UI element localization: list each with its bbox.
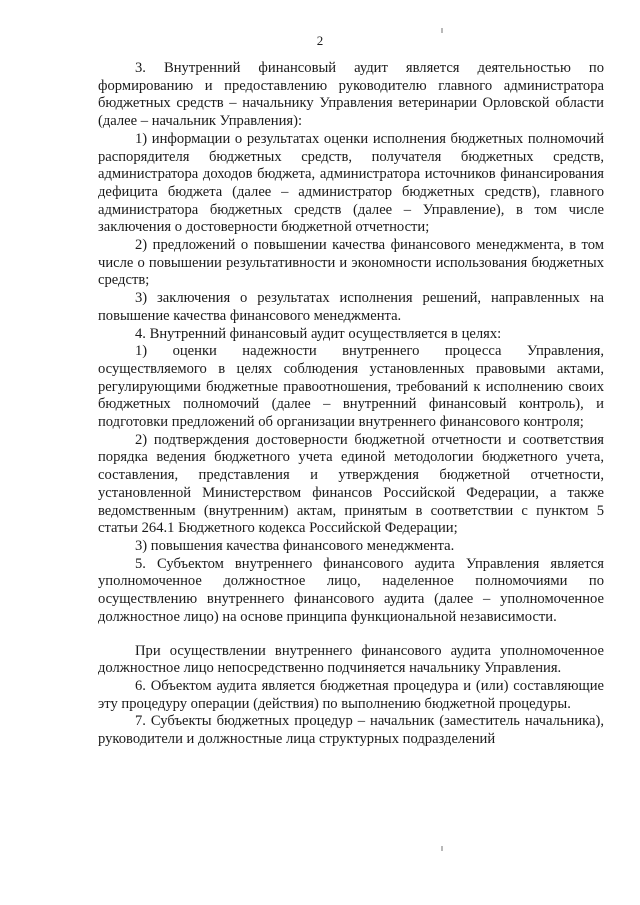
paragraph-3-1: 1) информации о результатах оценки исполнения бюджетных полномочий распорядителя бюджетных средств, получателя бюджетных средств, администратора доходов бюджета, администратора источников финансирования дефицита бюджета (далее – администратор бюджетных средств), главного администратора бюджетных средств (далее – Управление), в том числе заключения о достоверности бюджетной отчетности; [98,130,604,236]
paragraph-3-2: 2) предложений о повышении качества финансового менеджмента, в том числе о повышении результативности и экономности использования бюджетных средств; [98,237,604,289]
paragraph-5: 5. Субъектом внутреннего финансового аудита Управления является уполномоченное должностное лицо, наделенное полномочиями по осуществлению внутреннего финансового аудита (далее – уполномоченное должностное лицо) на основе принципа функциональной независимости. [98,555,604,625]
paragraph-5-note: При осуществлении внутреннего финансового аудита уполномоченное должностное лицо непосредственно подчиняется начальнику Управления. [98,642,604,677]
paragraph-3-3: 3) заключения о результатах исполнения решений, направленных на повышение качества финансового менеджмента. [98,290,604,324]
paragraph-4-1: 1) оценки надежности внутреннего процесса Управления, осуществляемого в целях соблюдения установленных правовыми актами, регулирующими бюджетные правоотношения, требований к исполнению своих бюджетных полномочий (далее – внутренний финансовый контроль), и подготовки предложений об организации внутреннего финансового контроля; [98,343,604,431]
paragraph-7: 7. Субъекты бюджетных процедур – начальник (заместитель начальника), руководители и должностные лица структурных подразделений [98,713,604,748]
paragraph-4: 4. Внутренний финансовый аудит осуществляется в целях: [135,325,502,342]
scan-fold-mark [441,28,443,33]
paragraph-4-2: 2) подтверждения достоверности бюджетной отчетности и соответствия порядка ведения бюджетного учета единой методологии бюджетного учета, составления, представления и утверждения бюджетной отчетности, установленной Министерством финансов Российской Федерации, а также ведомственным (внутренним) актам, принятым в соответствии с пунктом 5 статьи 264.1 Бюджетного кодекса Российской Федерации; [98,431,604,537]
paragraph-6: 6. Объектом аудита является бюджетная процедура и (или) составляющие эту процедуру операции (действия) по выполнению бюджетной процедуры. [98,677,604,712]
paragraph-3: 3. Внутренний финансовый аудит является деятельностью по формированию и предоставлению руководителю главного администратора бюджетных средств – начальнику Управления ветеринарии Орловской области (далее – начальник Управления): [98,60,604,130]
document-body [98,60,604,749]
paragraph-4-3: 3) повышения качества финансового менеджмента. [135,537,455,554]
page-number: 2 [316,33,324,48]
scan-fold-mark [441,846,443,851]
